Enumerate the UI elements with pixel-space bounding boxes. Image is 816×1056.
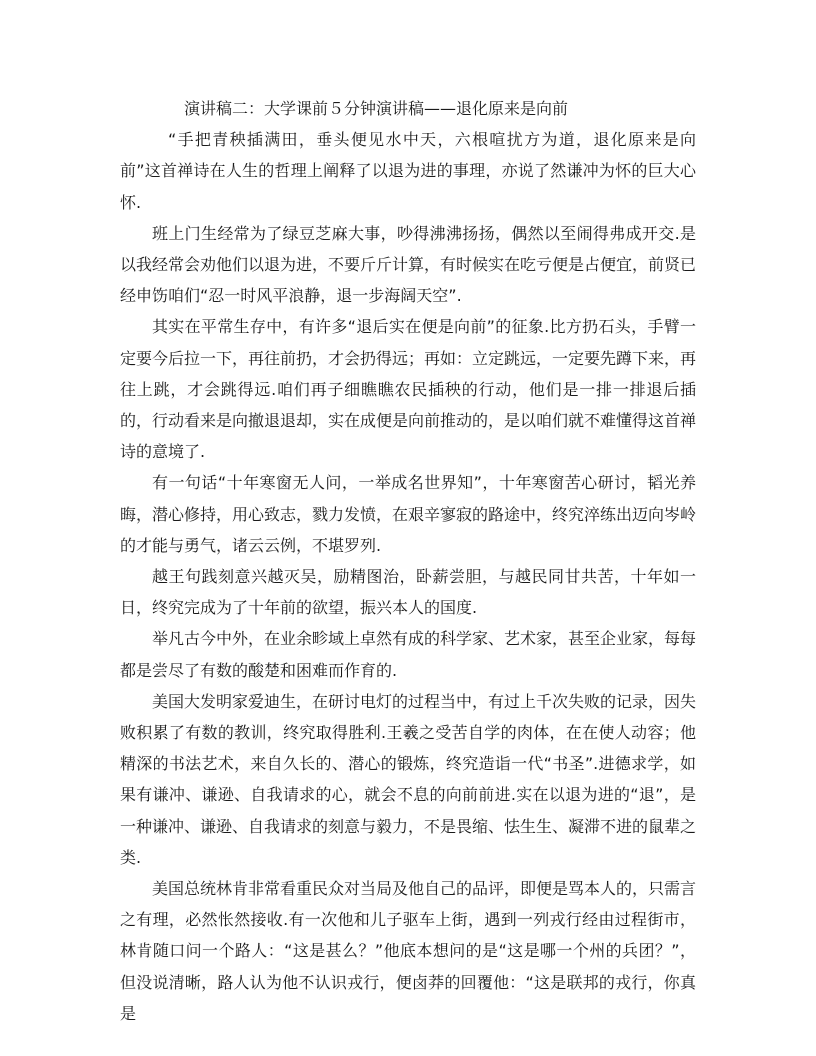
paragraph: 举凡古今中外，在业余畛域上卓然有成的科学家、艺术家，甚至企业家，每每都是尝尽了有数的酸楚和困难而作育的.: [120, 629, 697, 680]
paragraph: 美国总统林肯非常看重民众对当局及他自己的品评，即便是骂本人的，只需言之有理，必然怅然接收.有一次他和儿子驱车上街，遇到一列戎行经由过程街市，林肯随口问一个路人：“这是甚么？”他底本想问的是“这是哪一个州的兵团？”，但没说清晰，路人认为他不认识戎行，便卤莽的回覆他：“这是联邦的戎行，你真是: [120, 879, 697, 1023]
paragraph: 美国大发明家爱迪生，在研讨电灯的过程当中，有过上千次失败的记录，因失败积累了有数的教训，终究取得胜利.王羲之受苦自学的肉体，在在使人动容；他精深的书法艺术，来自久长的、潜心的锻炼，终究造诣一代“书圣”.进德求学，如果有谦冲、谦逊、自我请求的心，就会不息的向前前进.实在以退为进的“退”，是一种谦冲、谦逊、自我请求的刻意与毅力，不是畏缩、怯生生、凝滞不进的鼠辈之类.: [120, 691, 697, 867]
speech-title: 演讲稿二：大学课前５分钟演讲稿——退化原来是向前: [184, 99, 569, 118]
paragraph-poem: “手把青秧插满田，垂头便见水中天，六根喧扰方为道，退化原来是向前”这首禅诗在人生的哲理上阐释了以退为进的事理，亦说了然谦冲为怀的巨大心怀.: [120, 130, 696, 212]
document-body: [120, 93, 696, 1029]
paragraph: 越王句践刻意兴越灭吴，励精图治，卧薪尝胆，与越民同甘共苦，十年如一日，终究完成为了十年前的欲望，振兴本人的国度.: [120, 567, 696, 618]
paragraph: 其实在平常生存中，有许多“退后实在便是向前”的征象.比方扔石头，手臂一定要今后拉一下，再往前扔，才会扔得远；再如：立定跳远，一定要先蹲下来，再往上跳，才会跳得远.咱们再子细瞧瞧农民插秧的行动，他们是一排一排退后插的，行动看来是向撤退退却，实在成便是向前推动的，是以咱们就不难懂得这首禅诗的意境了.: [120, 317, 697, 462]
paragraph: 班上门生经常为了绿豆芝麻大事，吵得沸沸扬扬，偶然以至闹得弗成开交.是以我经常会劝他们以退为进，不要斤斤计算，有时候实在吃亏便是占便宜，前贤已经申饬咱们“忍一时风平浪静，退一步海阔天空”.: [120, 223, 697, 306]
paragraph: 有一句话“十年寒窗无人问，一举成名世界知”，十年寒窗苦心研讨，韬光养晦，潜心修持，用心致志，戮力发愤，在艰辛寥寂的路途中，终究淬练出迈向岑岭的才能与勇气，诸云云例，不堪罗列.: [120, 473, 697, 555]
